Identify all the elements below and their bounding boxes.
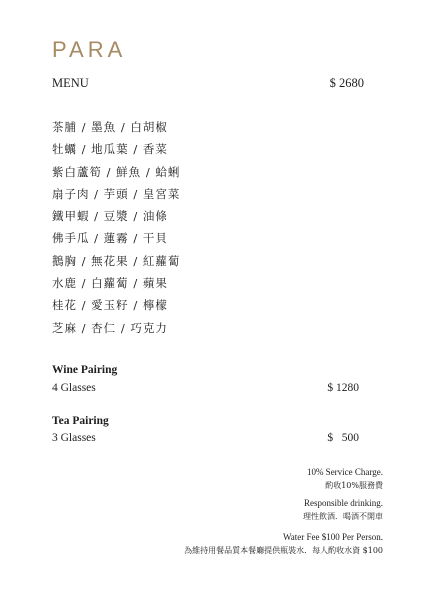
menu-title: MENU — [52, 76, 89, 90]
brand-logo: PARA — [52, 37, 127, 62]
tea-pairing-title: Tea Pairing — [52, 415, 109, 427]
dish-item: 鵝胸 / 無花果 / 紅蘿蔔 — [52, 253, 181, 268]
dish-item: 芝麻 / 杏仁 / 巧克力 — [52, 320, 168, 335]
wine-pairing-title: Wine Pairing — [52, 364, 118, 376]
wine-pairing-glasses: 4 Glasses — [52, 382, 96, 394]
dish-item: 茶脯 / 墨魚 / 白胡椒 — [52, 120, 168, 134]
responsible-drinking-note: Responsible drinking. — [304, 498, 383, 508]
wine-pairing-price: $ 1280 — [327, 382, 359, 394]
dish-item: 佛手瓜 / 蓮霧 / 干貝 — [52, 231, 168, 246]
service-charge-note: 10% Service Charge. — [306, 467, 383, 477]
menu-price: $ 2680 — [329, 76, 364, 90]
dish-list — [52, 116, 180, 339]
dish-item: 紫白蘆筍 / 鮮魚 / 蛤蜊 — [52, 164, 181, 179]
dish-item: 水鹿 / 白蘿蔔 / 蘋果 — [52, 276, 168, 291]
service-charge-note-zh: 酌收10%服務費 — [325, 481, 383, 490]
dish-item: 鐵甲蝦 / 豆漿 / 油條 — [52, 209, 168, 224]
dish-item: 扇子肉 / 芋頭 / 皇宮菜 — [52, 186, 181, 201]
dish-item: 桂花 / 愛玉籽 / 檸檬 — [52, 298, 168, 313]
water-fee-note-zh: 為維持用餐品質本餐廳提供瓶裝水．每人酌收水資 $100 — [184, 546, 383, 555]
dish-item: 牡蠣 / 地瓜葉 / 香菜 — [52, 142, 168, 157]
responsible-drinking-note-zh: 理性飲酒．喝酒不開車 — [303, 512, 383, 521]
tea-pairing-price: $ 500 — [327, 432, 359, 444]
water-fee-note: Water Fee $100 Per Person. — [282, 532, 383, 542]
tea-pairing-glasses: 3 Glasses — [52, 432, 96, 444]
